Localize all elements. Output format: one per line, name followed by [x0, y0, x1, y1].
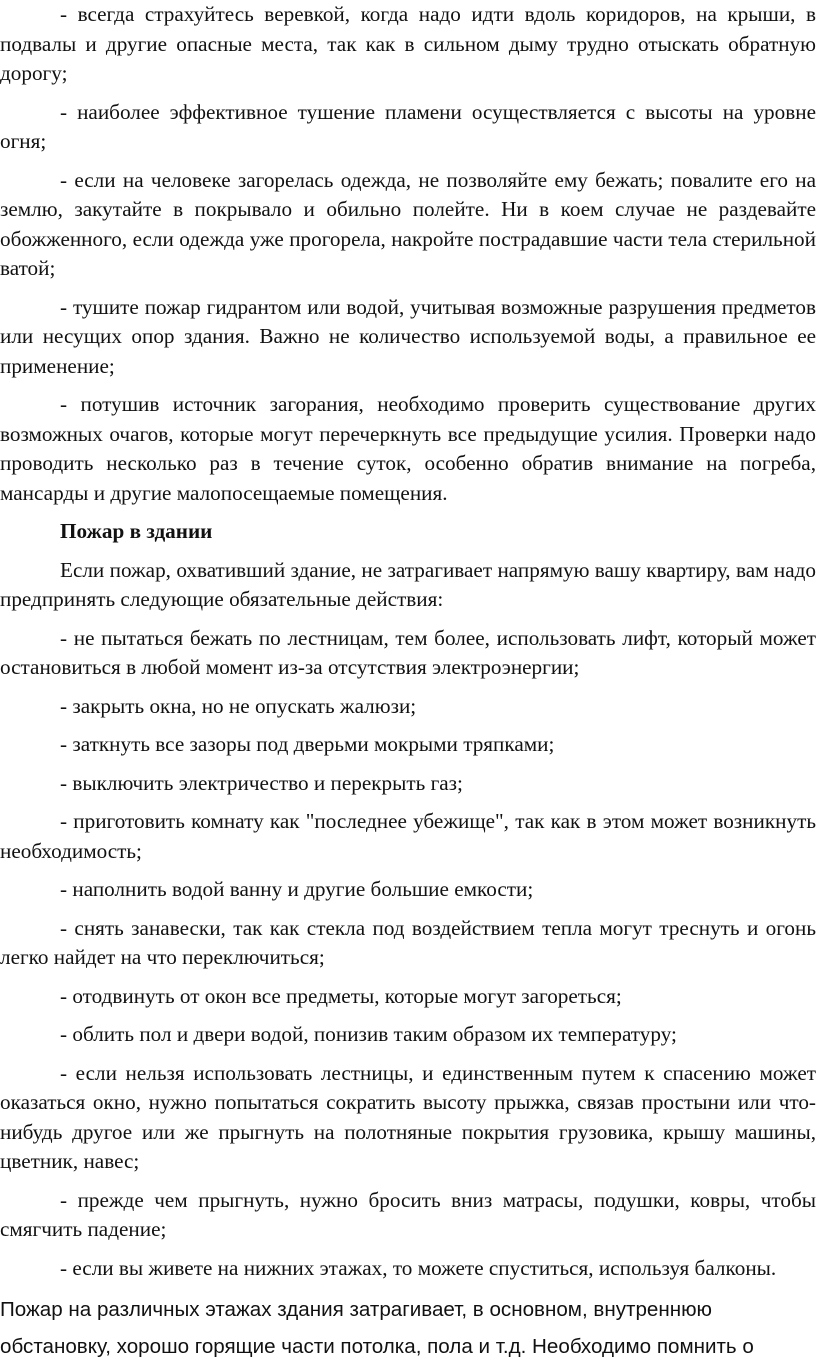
- paragraph-check-sources: - потушив источник загорания, необходимо проверить существование других возможных очагов, которые могут перечеркнуть все предыдущие усилия. Проверки надо проводить несколько раз в течение суток, особенно обратив внимание на погреба, мансарды и другие малопосещаемые помещения.: [0, 392, 816, 505]
- list-item: - снять занавески, так как стекла под воздействием тепла могут треснуть и огонь легко найдет на что переключиться;: [0, 915, 816, 969]
- list-item: - заткнуть все зазоры под дверьми мокрыми тряпками;: [60, 732, 555, 756]
- list-item: - прежде чем прыгнуть, нужно бросить вниз матрасы, подушки, ковры, чтобы смягчить падение;: [0, 1187, 816, 1241]
- closing-paragraph: Пожар на различных этажах здания затрагивает, в основном, внутреннюю обстановку, хорошо горящие части потолка, пола и т.д. Необходимо помнить о: [0, 1298, 754, 1358]
- paragraph-rope-safety: - всегда страхуйтесь веревкой, когда надо идти вдоль коридоров, на крыши, в подвалы и другие опасные места, так как в сильном дыму трудно отыскать обратную дорогу;: [0, 2, 816, 85]
- list-item: - закрыть окна, но не опускать жалюзи;: [60, 693, 417, 718]
- section-heading: Пожар в здании: [60, 519, 213, 543]
- list-item: - не пытаться бежать по лестницам, тем более, использовать лифт, который может остановиться в любой момент из-за отсутствия электроэнергии;: [0, 625, 816, 679]
- list-item: - приготовить комнату как "последнее убежище", так как в этом может возникнуть необходимость;: [0, 809, 816, 863]
- list-item: - отодвинуть от окон все предметы, которые могут загореться;: [60, 983, 622, 1008]
- paragraph-extinguish-height: - наиболее эффективное тушение пламени осуществляется с высоты на уровне огня;: [0, 99, 816, 153]
- list-item: - если нельзя использовать лестницы, и единственным путем к спасению может оказаться окно, нужно попытаться сократить высоту прыжка, связав простыни или что-нибудь другое или же прыгнуть на полотняные покрытия грузовика, крышу машины, цветник, навес;: [0, 1060, 816, 1173]
- section-intro: Если пожар, охвативший здание, не затрагивает напрямую вашу квартиру, вам надо предпринять следующие обязательные действия:: [0, 557, 816, 611]
- list-item: - если вы живете на нижних этажах, то можете спуститься, используя балконы.: [60, 1255, 777, 1280]
- list-item: - выключить электричество и перекрыть газ;: [60, 770, 463, 795]
- paragraph-hydrant: - тушите пожар гидрантом или водой, учитывая возможные разрушения предметов или несущих опор здания. Важно не количество используемой воды, а правильное ее применение;: [0, 294, 816, 378]
- list-item: - облить пол и двери водой, понизив таким образом их температуру;: [60, 1022, 677, 1046]
- paragraph-burning-clothes: - если на человеке загорелась одежда, не позволяйте ему бежать; повалите его на землю, закутайте в покрывало и обильно полейте. Ни в коем случае не раздевайте обожженного, если одежда уже прогорела, накройте пострадавшие части тела стерильной ватой;: [0, 167, 816, 280]
- list-item: - наполнить водой ванну и другие большие емкости;: [60, 877, 534, 901]
